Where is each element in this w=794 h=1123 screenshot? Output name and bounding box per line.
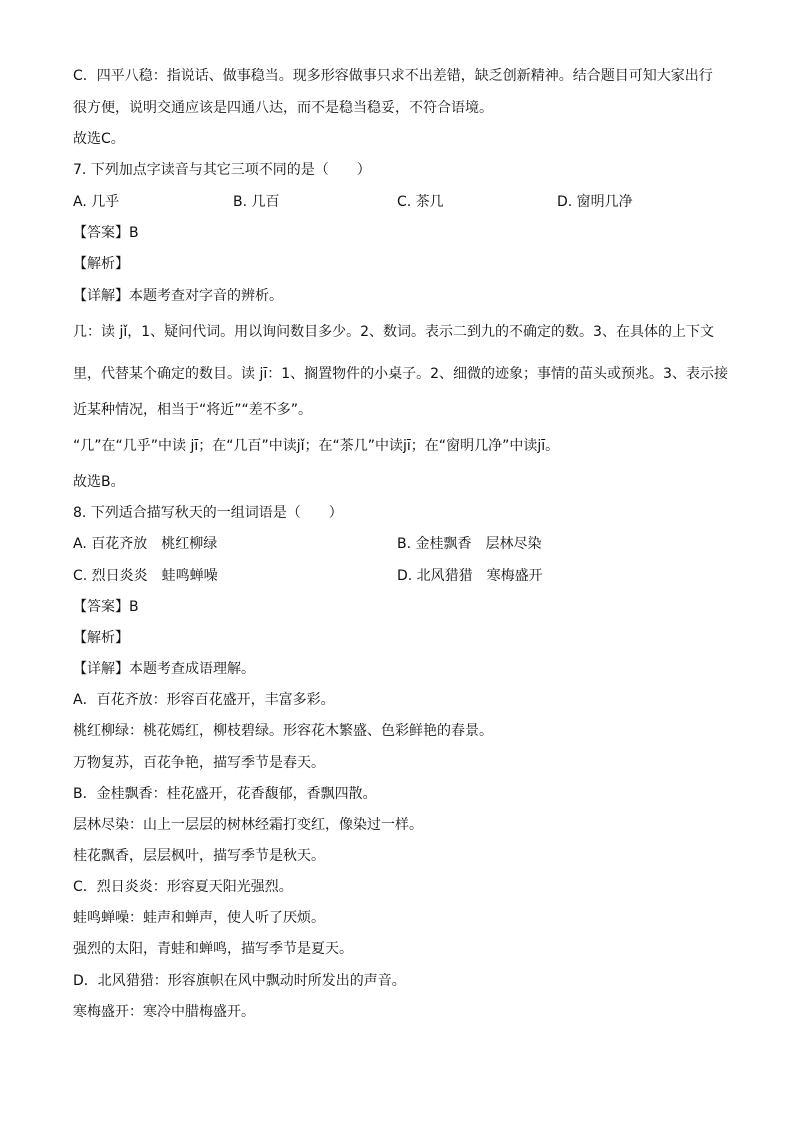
- question-7-title: 7. 下列加点字读音与其它三项不同的是（ ）: [73, 162, 371, 178]
- analysis-label: 【解析】: [73, 630, 129, 646]
- question-8-title: 8. 下列适合描写秋天的一组词语是（ ）: [73, 505, 343, 521]
- paragraph-line: 几：读 jǐ，1、疑问代词。用以询问数目多少。2、数词。表示二到九的不确定的数。3、在具体的上下文: [73, 324, 714, 340]
- question-8-option-d: D. 北风猎猎 寒梅盛开: [397, 568, 543, 584]
- detail-line: 【详解】本题考查对字音的辨析。: [73, 288, 283, 304]
- question-7-option-b: B. 几百: [233, 194, 280, 210]
- question-7-option-c: C. 茶几: [397, 194, 444, 210]
- paragraph-line: C．四平八稳：指说话、做事稳当。现多形容做事只求不出差错，缺乏创新精神。结合题目可知大家出行: [73, 68, 713, 84]
- explanation-line: 层林尽染：山上一层层的树林经霜打变红，像染过一样。: [73, 817, 423, 833]
- paragraph-line: 很方便，说明交通应该是四通八达，而不是稳当稳妥，不符合语境。: [73, 100, 493, 116]
- explanation-line: A．百花齐放：形容百花盛开，丰富多彩。: [73, 692, 335, 708]
- question-7-option-d: D. 窗明几净: [557, 194, 633, 210]
- paragraph-line: “几”在“几乎”中读 jī；在“几百”中读jǐ；在“茶几”中读jī；在“窗明几净”中读jī。: [73, 438, 560, 454]
- explanation-line: 寒梅盛开：寒冷中腊梅盛开。: [73, 1004, 255, 1020]
- explanation-line: D．北风猎猎：形容旗帜在风中飘动时所发出的声音。: [73, 973, 406, 989]
- conclusion-line: 故选C。: [73, 131, 125, 147]
- explanation-line: B．金桂飘香：桂花盛开，花香馥郁，香飘四散。: [73, 786, 377, 802]
- explanation-line: 强烈的太阳，青蛙和蝉鸣，描写季节是夏天。: [73, 941, 353, 957]
- question-8-option-b: B. 金桂飘香 层林尽染: [397, 536, 542, 552]
- paragraph-line: 近某种情况，相当于“将近”“差不多”。: [73, 402, 313, 418]
- explanation-line: C．烈日炎炎：形容夏天阳光强烈。: [73, 879, 293, 895]
- question-8-option-a: A. 百花齐放 桃红柳绿: [73, 536, 218, 552]
- question-7-option-a: A. 几乎: [73, 194, 120, 210]
- paragraph-line: 里，代替某个确定的数目。读 jī：1、搁置物件的小桌子。2、细微的迹象；事情的苗头或预兆。3、表示接: [73, 366, 728, 382]
- explanation-line: 蛙鸣蝉噪：蛙声和蝉声，使人听了厌烦。: [73, 910, 325, 926]
- analysis-label: 【解析】: [73, 256, 129, 272]
- answer-label: 【答案】B: [73, 599, 139, 615]
- explanation-line: 桂花飘香，层层枫叶，描写季节是秋天。: [73, 848, 325, 864]
- question-8-option-c: C. 烈日炎炎 蛙鸣蝉噪: [73, 568, 218, 584]
- detail-line: 【详解】本题考查成语理解。: [73, 661, 255, 677]
- explanation-line: 万物复苏，百花争艳，描写季节是春天。: [73, 755, 325, 771]
- explanation-line: 桃红柳绿：桃花嫣红，柳枝碧绿。形容花木繁盛、色彩鲜艳的春景。: [73, 723, 493, 739]
- answer-label: 【答案】B: [73, 225, 139, 241]
- conclusion-line: 故选B。: [73, 474, 125, 490]
